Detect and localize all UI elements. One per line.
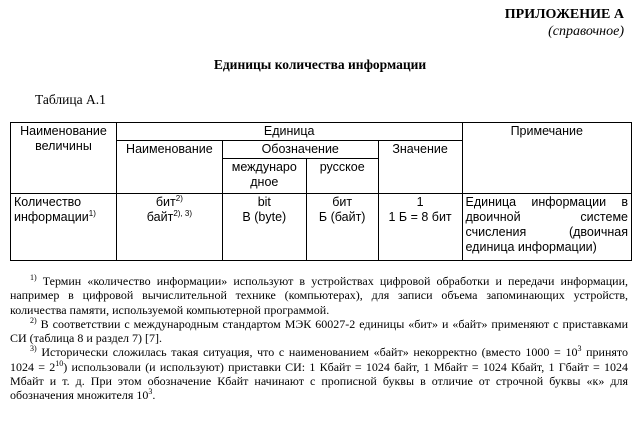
cell-unit-names: бит$^{2)}$ байт$^{2), 3)}$ (116, 194, 222, 261)
table-label: Таблица А.1 (35, 92, 106, 107)
header-international: междунаро дное (222, 159, 306, 194)
header-value: Значение (378, 141, 462, 194)
table-header-row-1 (11, 123, 632, 141)
appendix-header (505, 6, 624, 40)
header-note: Примечание (462, 123, 632, 194)
header-russian: русское (306, 159, 378, 194)
units-table (10, 122, 632, 261)
header-quantity-name: Наименование величины (11, 123, 117, 194)
header-unit: Единица (116, 123, 462, 141)
cell-value: 1 1 Б = 8 бит (378, 194, 462, 261)
table-row (11, 194, 632, 261)
appendix-title: ПРИЛОЖЕНИЕ А (504, 7, 624, 22)
cell-note: Единица информации в двоичной системе счисления (двоичная единица информации) (462, 194, 632, 261)
header-unit-name: Наименование (116, 141, 222, 194)
appendix-subtitle: (справочное) (548, 24, 624, 39)
cell-international: bit B (byte) (222, 194, 306, 261)
footnote-1: $^{1)}$ Термин «количество информации» используют в устройствах цифровой обработки и передачи информации, например в цифровой вычислительной технике (компьютерах), для записи объема запоминающих устройств, количества памяти, используемой компьютерной программой. (10, 273, 628, 317)
footnote-3: $^{3)}$ Исторически сложилась такая ситуация, что с наименованием «байт» некорректно (вместо $1000 = 10^3$ принято $1024 = 2^{10}$) использовали (и используют) приставки СИ: 1 Кбайт = 1024 байт, 1 Мбайт = 1024 Кбайт, 1 Гбайт = 1024 Мбайт и т. д. При этом обозначение Кбайт начинают с прописной буквы в отличие от строчной буквы «к» для обозначения множителя $10^3$. (10, 344, 628, 403)
document-title: Единицы количества информации (213, 57, 427, 72)
footnotes (10, 274, 628, 403)
cell-russian: бит Б (байт) (306, 194, 378, 261)
footnote-2: $^{2)}$ В соответствии с международным стандартом МЭК 60027-2 единицы «бит» и «байт» применяют с приставками СИ (таблица 8 и раздел 7) [7]. (10, 315, 628, 346)
header-designation: Обозначение (222, 141, 378, 159)
cell-quantity: Количество информации$^{1)}$ (11, 194, 117, 261)
